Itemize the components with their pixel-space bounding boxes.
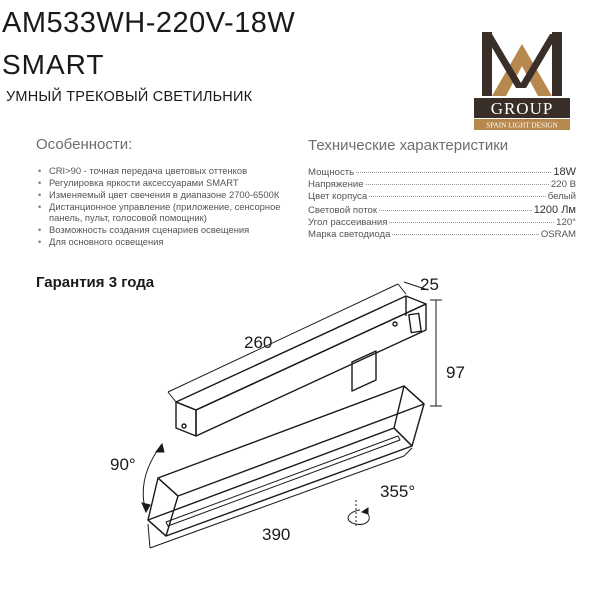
spec-value: 1200 Лм [533, 203, 576, 216]
feature-item: • CRI>90 - точная передача цветовых оттенков [36, 165, 306, 176]
spec-label: Напряжение [308, 179, 364, 191]
feature-item: • Дистанционное управление (приложение, сенсорное панель, пульт, голосовой помощник) [36, 201, 306, 224]
spec-label: Мощность [308, 167, 355, 178]
feature-item: • Для основного освещения [36, 236, 306, 247]
spec-label: Марка светодиода [308, 229, 391, 241]
feature-item: • Возможность создания сценариев освещения [36, 224, 306, 235]
dim-rotate-label: 355° [380, 482, 416, 501]
adapter-top-face [176, 296, 426, 410]
spec-value: белый [547, 191, 576, 203]
dim-25-label: 25 [420, 275, 439, 294]
dim-260-ext-right [398, 284, 406, 294]
dim-tilt-label: 90° [110, 455, 136, 474]
dim-390-ext-left [148, 524, 150, 548]
warranty-text: Гарантия 3 года [36, 274, 155, 291]
spec-value: 120° [556, 216, 576, 228]
spec-value: 18W [553, 166, 576, 178]
dim-97-label: 97 [446, 363, 465, 382]
product-tagline: УМНЫЙ ТРЕКОВЫЙ СВЕТИЛЬНИК [6, 89, 253, 105]
spec-label: Световой поток [308, 204, 378, 216]
dim-tilt-arrow-bottom [142, 503, 150, 512]
dim-260-ext-left [168, 392, 176, 402]
logo-brand-text: GROUP [490, 99, 554, 118]
spec-value: 220 В [550, 179, 576, 191]
dim-260-line [168, 284, 398, 392]
swivel-joint [352, 351, 376, 391]
adapter-connector [409, 313, 421, 332]
spec-value: OSRAM [540, 229, 576, 241]
feature-item: • Изменяемый цвет свечения в диапазоне 2700-6500К [36, 189, 306, 200]
spec-label: Цвет корпуса [308, 191, 368, 203]
adapter-front-face [176, 402, 196, 436]
lamp-front-face [148, 478, 178, 536]
dim-rotate-arrow [362, 508, 368, 514]
product-title: AM533WH-220V-18W [2, 7, 296, 39]
lamp-bottom-face [148, 428, 412, 536]
dim-tilt-arrow-top [156, 444, 164, 452]
dim-260-label: 260 [244, 333, 273, 352]
features-heading: Особенности: [36, 136, 133, 153]
adapter-screw [182, 424, 186, 428]
dim-390-label: 390 [262, 525, 291, 544]
product-subtitle: SMART [2, 49, 105, 80]
specs-heading: Технические характеристики [308, 137, 509, 154]
adapter-screw-right [393, 322, 397, 326]
feature-item: • Регулировка яркости аксессуарами SMART [36, 177, 306, 188]
logo-tagline-text: SPAIN LIGHT DESIGN [486, 121, 558, 130]
spec-label: Угол рассеивания [308, 216, 388, 228]
